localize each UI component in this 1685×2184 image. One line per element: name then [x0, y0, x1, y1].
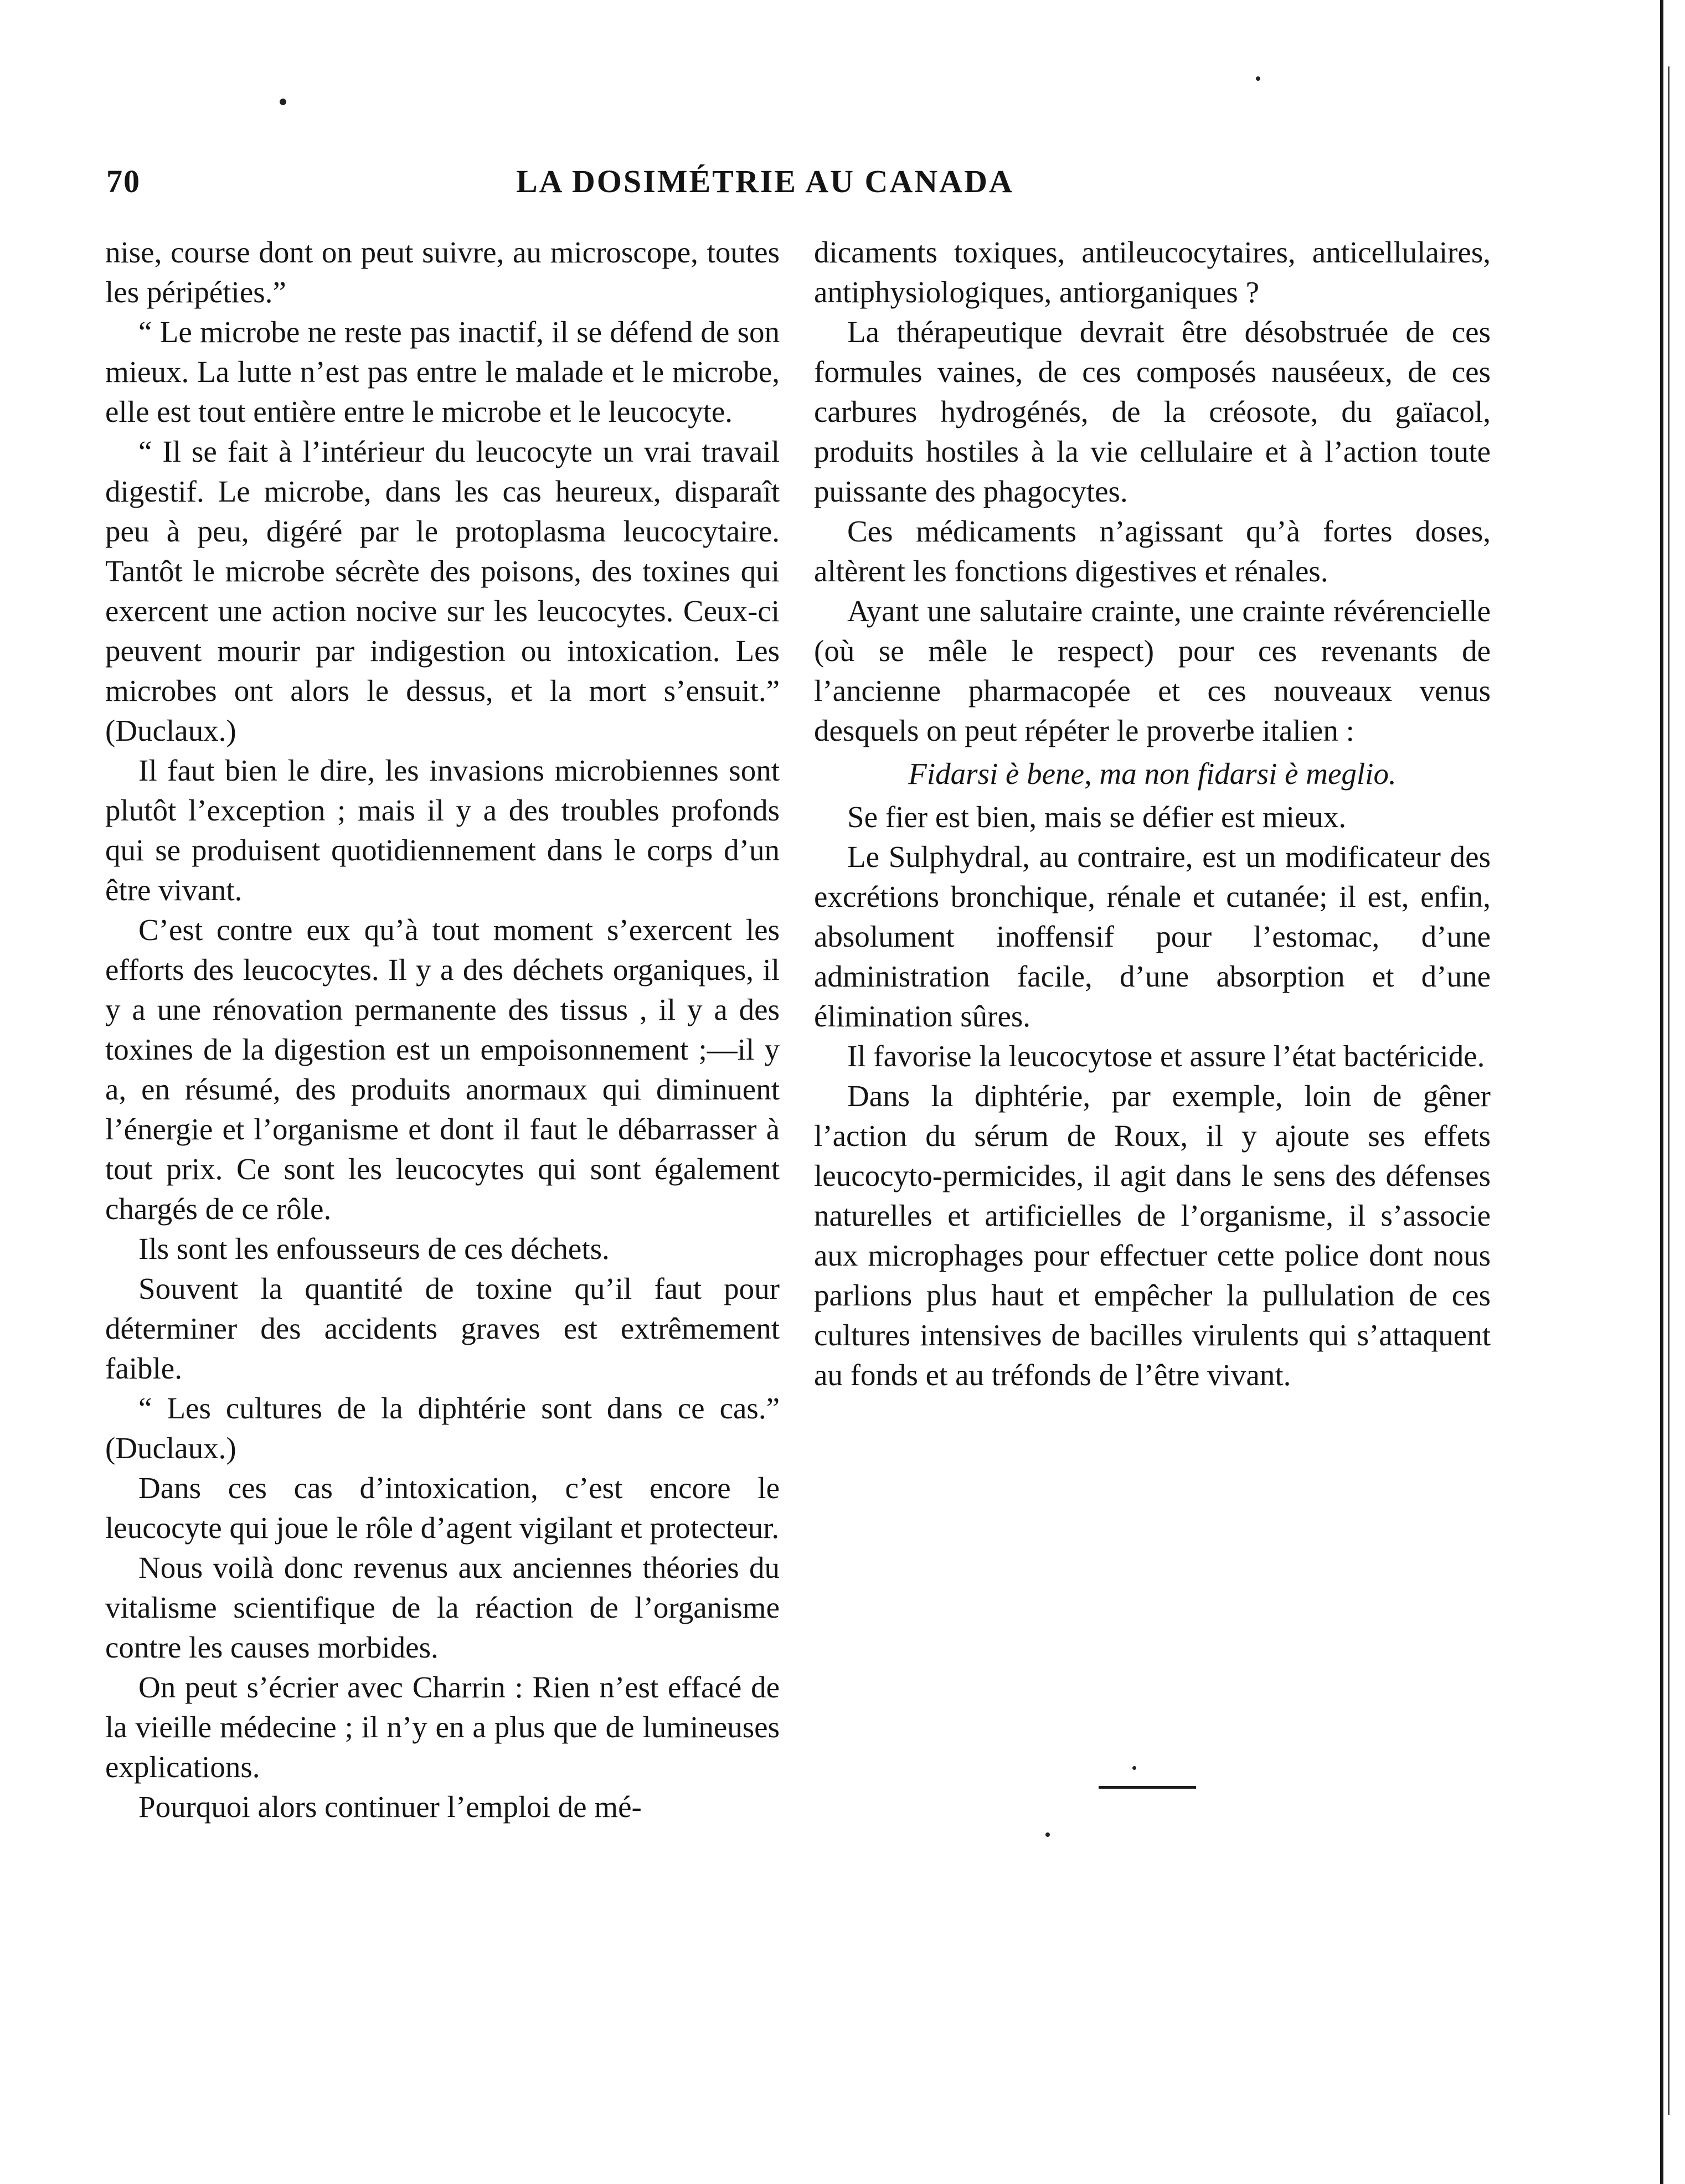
paragraph: Pourquoi alors continuer l’emploi de mé- — [138, 1790, 642, 1824]
paragraph: nise, course dont on peut suivre, au microscope, toutes les péripéties.” — [105, 235, 780, 309]
ink-speck — [1045, 1832, 1050, 1837]
paragraph: Ayant une salutaire crainte, une crainte révérencielle (où se mêle le respect) pour ces revenants de l’ancienne pharmacopée et ces nouveaux venus desquels on peut répéter le proverbe italien : — [814, 594, 1491, 747]
paragraph: dicaments toxiques, antileucocytaires, anticellulaires, antiphysiologiques, antiorganiques ? — [814, 235, 1491, 309]
ink-speck — [280, 99, 286, 105]
paragraph: Souvent la quantité de toxine qu’il faut pour déterminer des accidents graves est extrêmement faible. — [105, 1272, 780, 1385]
paragraph: Dans la diphtérie, par exemple, loin de gêner l’action du sérum de Roux, il y ajoute ses effets leucocyto-permicides, il agit dans le sens des défenses naturelles et artificielles de l’organisme, il s’associe aux microphages pour effectuer cette police dont nous parlions plus haut et empêcher la pullulation de ces cultures intensives de bacilles virulents qui s’attaquent au fonds et au tréfonds de l’être vivant. — [814, 1079, 1491, 1392]
scan-binding-edge — [1660, 0, 1663, 2184]
paragraph: Le Sulphydral, au contraire, est un modificateur des excrétions bronchique, rénale et cutanée; il est, enfin, absolument inoffensif pour l’estomac, d’une administration facile, d’une absorption et d’une élimination sûres. — [814, 840, 1491, 1033]
left-column — [105, 233, 780, 1827]
paragraph: La thérapeutique devrait être désobstruée de ces formules vaines, de ces composés nauséeux, de ces carbures hydrogénés, de la créosote, du gaïacol, produits hostiles à la vie cellulaire et à l’action toute puissante des phagocytes. — [814, 315, 1491, 508]
paragraph: “ Il se fait à l’intérieur du leucocyte un vrai travail digestif. Le microbe, dans les cas heureux, disparaît peu à peu, digéré par le protoplasma leucocytaire. Tantôt le microbe sécrète des poisons, des toxines qui exercent une action nocive sur les leucocytes. Ceux-ci peuvent mourir par indigestion ou intoxication. Les microbes ont alors le dessus, et la mort s’ensuit.” (Duclaux.) — [105, 435, 780, 747]
paragraph: Se fier est bien, mais se défier est mieux. — [847, 800, 1347, 834]
section-end-rule — [1099, 1786, 1196, 1789]
scan-binding-shadow — [1668, 66, 1669, 2115]
paragraph: Ils sont les enfousseurs de ces déchets. — [138, 1232, 610, 1266]
ink-speck — [1256, 76, 1260, 81]
paragraph: “ Le microbe ne reste pas inactif, il se défend de son mieux. La lutte n’est pas entre le malade et le microbe, elle est tout entière entre le microbe et le leucocyte. — [105, 315, 780, 428]
paragraph: On peut s’écrier avec Charrin : Rien n’est effacé de la vieille médecine ; il n’y en a plus que de lumineuses explications. — [105, 1670, 780, 1784]
paragraph: “ Les cultures de la diphtérie sont dans ce cas.” (Duclaux.) — [105, 1391, 780, 1465]
page-header — [106, 159, 1502, 204]
paragraph: Nous voilà donc revenus aux anciennes théories du vitalisme scientifique de la réaction de l’organisme contre les causes morbides. — [105, 1551, 780, 1664]
page-number: 70 — [106, 163, 141, 199]
italian-proverb: Fidarsi è bene, ma non fidarsi è meglio. — [908, 757, 1397, 791]
paragraph: C’est contre eux qu’à tout moment s’exercent les efforts des leucocytes. Il y a des déchets organiques, il y a une rénovation permanente des tissus , il y a des toxines de la digestion est un empoisonnement ;—il y a, en résumé, des produits anormaux qui diminuent l’énergie et l’organisme et dont il faut le débarrasser à tout prix. Ce sont les leucocytes qui sont également chargés de ce rôle. — [105, 913, 780, 1226]
ink-speck — [1132, 1766, 1136, 1770]
right-column — [814, 233, 1491, 1395]
paragraph: Il faut bien le dire, les invasions microbiennes sont plutôt l’exception ; mais il y a des troubles profonds qui se produisent quotidiennement dans le corps d’un être vivant. — [105, 753, 780, 907]
paragraph: Ces médicaments n’agissant qu’à fortes doses, altèrent les fonctions digestives et rénales. — [814, 514, 1491, 588]
running-title: LA DOSIMÉTRIE AU CANADA — [516, 163, 1014, 199]
paragraph: Il favorise la leucocytose et assure l’état bactéricide. — [847, 1039, 1485, 1073]
paragraph: Dans ces cas d’intoxication, c’est encore le leucocyte qui joue le rôle d’agent vigilant et protecteur. — [105, 1471, 780, 1545]
